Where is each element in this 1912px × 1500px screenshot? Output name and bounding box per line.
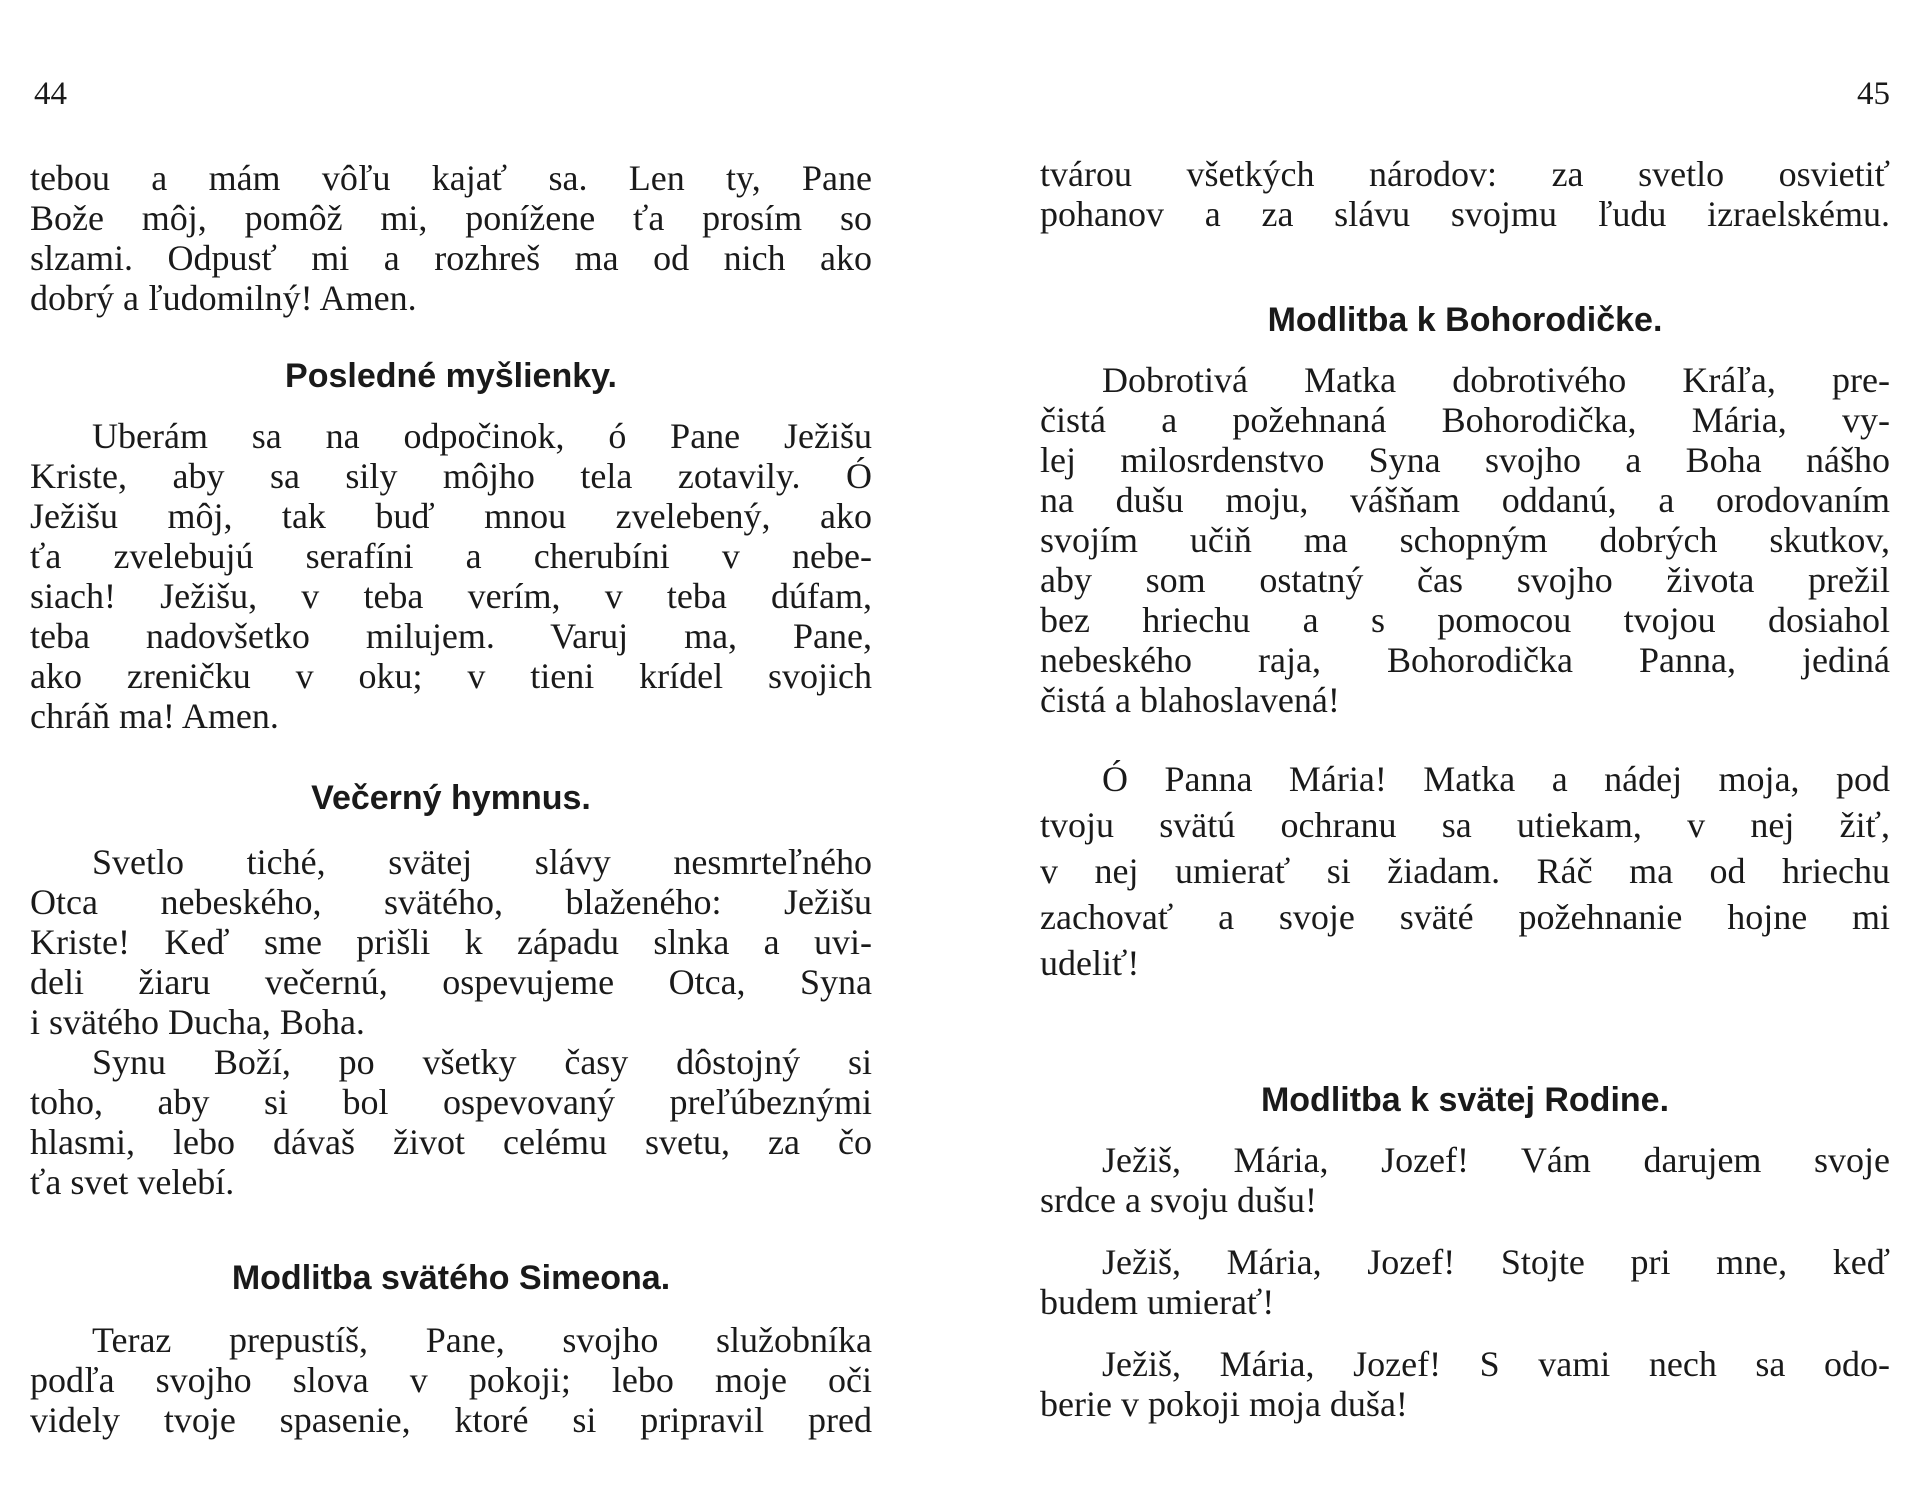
text-line: srdce a svoju dušu! <box>1040 1180 1317 1220</box>
paragraph <box>1040 1242 1890 1322</box>
text-line: Ježiš, Mária, Jozef! S vami nech sa odo- <box>1102 1344 1890 1384</box>
paragraph <box>1040 360 1890 720</box>
text-line: tebou a mám vôľu kajať sa. Len ty, Pane <box>30 158 872 198</box>
text-line: Kriste! Keď sme prišli k západu slnka a uvi- <box>30 922 872 962</box>
text-line: Ježišu môj, tak buď mnou zvelebený, ako <box>30 496 872 536</box>
text-line: podľa svojho slova v pokoji; lebo moje oči <box>30 1360 872 1400</box>
paragraph <box>1040 1344 1890 1424</box>
text-line: Teraz prepustíš, Pane, svojho služobníka <box>92 1320 872 1360</box>
paragraph <box>30 842 872 1202</box>
text-line: lej milosrdenstvo Syna svojho a Boha nášho <box>1040 440 1890 480</box>
section-heading: Posledné myšlienky. <box>285 357 617 395</box>
text-line: ako zreničku v oku; v tieni krídel svojich <box>30 656 872 696</box>
text-line: Uberám sa na odpočinok, ó Pane Ježišu <box>92 416 872 456</box>
paragraph <box>1040 756 1890 986</box>
text-line: Otca nebeského, svätého, blaženého: Ježišu <box>30 882 872 922</box>
text-line: Bože môj, pomôž mi, ponížene ťa prosím so <box>30 198 872 238</box>
text-line: hlasmi, lebo dávaš život celému svetu, za čo <box>30 1122 872 1162</box>
text-line: toho, aby si bol ospevovaný preľúbeznými <box>30 1082 872 1122</box>
text-line: ťa svet velebí. <box>30 1162 235 1202</box>
text-line: Dobrotivá Matka dobrotivého Kráľa, pre- <box>1102 360 1890 400</box>
text-line: deli žiaru večernú, ospevujeme Otca, Syna <box>30 962 872 1002</box>
text-line: budem umierať! <box>1040 1282 1275 1322</box>
text-line: chráň ma! Amen. <box>30 696 279 736</box>
text-line: teba nadovšetko milujem. Varuj ma, Pane, <box>30 616 872 656</box>
text-line: Ó Panna Mária! Matka a nádej moja, pod <box>1102 759 1890 799</box>
section-heading: Modlitba k svätej Rodine. <box>1260 1081 1670 1119</box>
text-line: i svätého Ducha, Boha. <box>30 1002 365 1042</box>
text-line: bez hriechu a s pomocou tvojou dosiahol <box>1040 600 1890 640</box>
paragraph <box>30 1320 872 1440</box>
text-line: v nej umierať si žiadam. Ráč ma od hriechu <box>1040 851 1890 891</box>
section-heading: Večerný hymnus. <box>311 779 591 817</box>
text-line: Svetlo tiché, svätej slávy nesmrteľného <box>92 842 872 882</box>
text-line: Synu Boží, po všetky časy dôstojný si <box>92 1042 872 1082</box>
text-line: siach! Ježišu, v teba verím, v teba dúfam, <box>30 576 872 616</box>
text-line: pohanov a za slávu svojmu ľudu izraelskému. <box>1040 194 1890 234</box>
paragraph <box>1040 154 1890 234</box>
text-line: na dušu moju, vášňam oddanú, a orodovaním <box>1040 480 1890 520</box>
section-heading: Modlitba k Bohorodičke. <box>1267 301 1663 339</box>
text-line: čistá a blahoslavená! <box>1040 680 1340 720</box>
left-page <box>30 0 872 1500</box>
text-line: Ježiš, Mária, Jozef! Vám darujem svoje <box>1102 1140 1890 1180</box>
section-heading: Modlitba svätého Simeona. <box>231 1259 671 1297</box>
text-line: aby som ostatný čas svojho života prežil <box>1040 560 1890 600</box>
paragraph <box>1040 1140 1890 1220</box>
text-line: Ježiš, Mária, Jozef! Stojte pri mne, keď <box>1102 1242 1890 1282</box>
paragraph <box>30 416 872 736</box>
text-line: Kriste, aby sa sily môjho tela zotavily. Ó <box>30 456 872 496</box>
text-line: udeliť! <box>1040 943 1140 983</box>
text-line: dobrý a ľudomilný! Amen. <box>30 278 417 318</box>
text-line: nebeského raja, Bohorodička Panna, jediná <box>1040 640 1890 680</box>
page-number: 44 <box>34 76 67 112</box>
text-line: svojím učiň ma schopným dobrých skutkov, <box>1040 520 1890 560</box>
page-number: 45 <box>1857 76 1890 112</box>
text-line: berie v pokoji moja duša! <box>1040 1384 1408 1424</box>
text-line: tvárou všetkých národov: za svetlo osvietiť <box>1040 154 1890 194</box>
text-line: čistá a požehnaná Bohorodička, Mária, vy- <box>1040 400 1890 440</box>
right-page <box>1040 0 1890 1500</box>
text-line: slzami. Odpusť mi a rozhreš ma od nich ako <box>30 238 872 278</box>
text-line: videly tvoje spasenie, ktoré si pripravil pred <box>30 1400 872 1440</box>
text-line: zachovať a svoje sväté požehnanie hojne mi <box>1040 897 1890 937</box>
paragraph <box>30 158 872 318</box>
text-line: tvoju svätú ochranu sa utiekam, v nej žiť, <box>1040 805 1890 845</box>
text-line: ťa zvelebujú serafíni a cherubíni v nebe- <box>30 536 872 576</box>
